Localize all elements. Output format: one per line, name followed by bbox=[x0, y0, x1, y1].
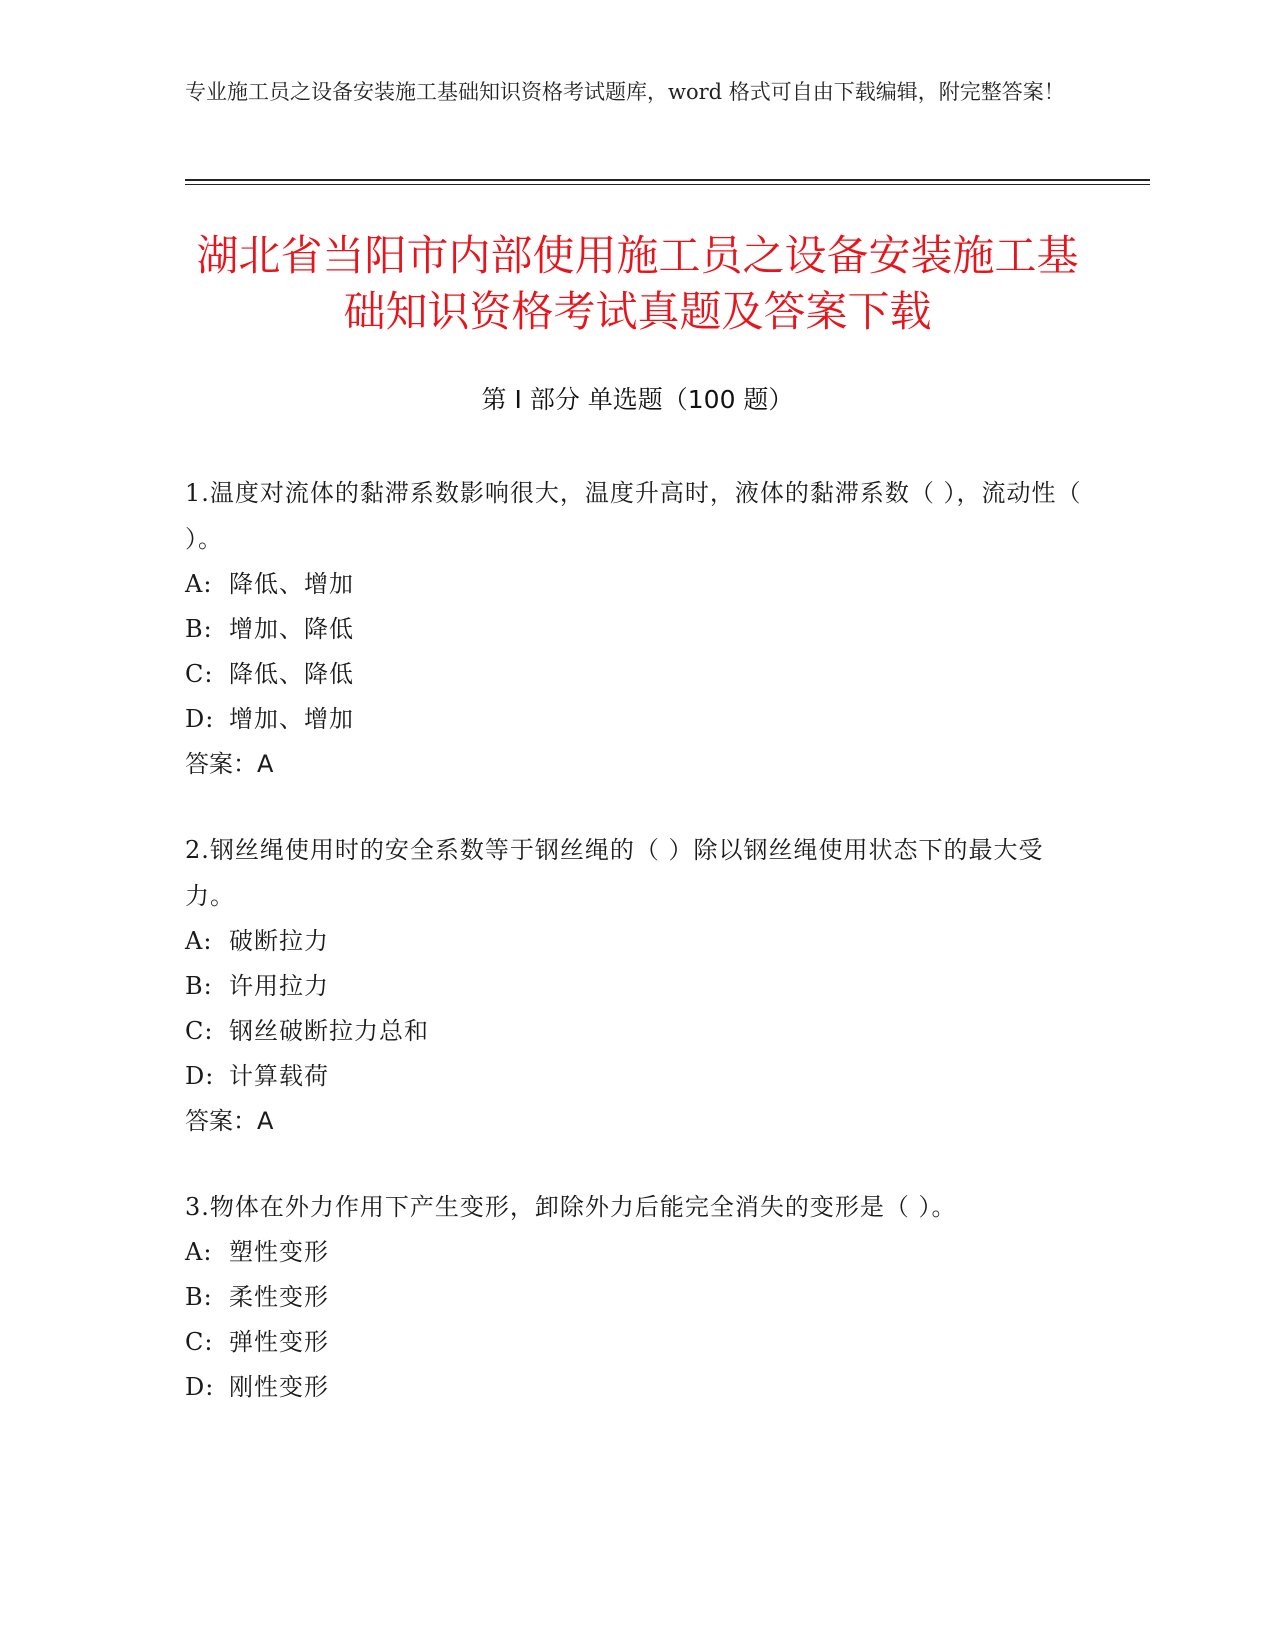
question-list bbox=[185, 470, 1090, 1450]
header-note: 专业施工员之设备安装施工基础知识资格考试题库，word 格式可自由下载编辑，附完整答案！ bbox=[185, 80, 1065, 104]
option-key: B: bbox=[185, 972, 213, 1000]
option-text: 塑性变形 bbox=[229, 1238, 329, 1266]
option-a bbox=[185, 919, 1090, 964]
option-key: C: bbox=[185, 1328, 214, 1356]
question-stem: 2.钢丝绳使用时的安全系数等于钢丝绳的（ ）除以钢丝绳使用状态下的最大受力。 bbox=[185, 836, 1044, 910]
option-key: B: bbox=[185, 1283, 213, 1311]
option-text: 降低、增加 bbox=[229, 570, 354, 598]
option-a bbox=[185, 562, 1090, 607]
option-b bbox=[185, 964, 1090, 1009]
option-b bbox=[185, 607, 1090, 652]
section-heading: 第 I 部分 单选题（100 题） bbox=[481, 385, 794, 414]
question-2 bbox=[185, 827, 1090, 1144]
option-d bbox=[185, 1365, 1090, 1410]
option-key: D: bbox=[185, 1373, 215, 1401]
option-text: 增加、降低 bbox=[229, 615, 354, 643]
option-d bbox=[185, 697, 1090, 742]
header-rule-thin bbox=[185, 184, 1150, 185]
option-text: 降低、降低 bbox=[229, 660, 354, 688]
option-text: 弹性变形 bbox=[229, 1328, 329, 1356]
option-c bbox=[185, 652, 1090, 697]
question-stem: 3.物体在外力作用下产生变形，卸除外力后能完全消失的变形是（ ）。 bbox=[185, 1193, 957, 1221]
option-text: 增加、增加 bbox=[229, 705, 354, 733]
question-3 bbox=[185, 1184, 1090, 1410]
option-key: C: bbox=[185, 1017, 214, 1045]
question-stem: 1.温度对流体的黏滞系数影响很大，温度升高时，液体的黏滞系数（ ），流动性（ ）。 bbox=[185, 479, 1082, 553]
option-key: D: bbox=[185, 1062, 215, 1090]
option-key: A: bbox=[185, 570, 213, 598]
option-text: 柔性变形 bbox=[229, 1283, 329, 1311]
answer-line: 答案：A bbox=[185, 750, 274, 778]
answer-line: 答案：A bbox=[185, 1107, 274, 1135]
option-text: 破断拉力 bbox=[229, 927, 329, 955]
question-1 bbox=[185, 470, 1090, 787]
option-key: C: bbox=[185, 660, 214, 688]
option-key: A: bbox=[185, 927, 213, 955]
option-text: 刚性变形 bbox=[229, 1373, 329, 1401]
option-text: 许用拉力 bbox=[229, 972, 329, 1000]
header-rule-thick bbox=[185, 179, 1150, 181]
option-a bbox=[185, 1230, 1090, 1275]
option-c bbox=[185, 1320, 1090, 1365]
option-d bbox=[185, 1054, 1090, 1099]
option-key: B: bbox=[185, 615, 213, 643]
document-title: 湖北省当阳市内部使用施工员之设备安装施工基础知识资格考试真题及答案下载 bbox=[196, 231, 1079, 336]
option-key: D: bbox=[185, 705, 215, 733]
option-c bbox=[185, 1009, 1090, 1054]
option-b bbox=[185, 1275, 1090, 1320]
option-text: 钢丝破断拉力总和 bbox=[229, 1017, 429, 1045]
option-key: A: bbox=[185, 1238, 213, 1266]
option-text: 计算载荷 bbox=[229, 1062, 329, 1090]
